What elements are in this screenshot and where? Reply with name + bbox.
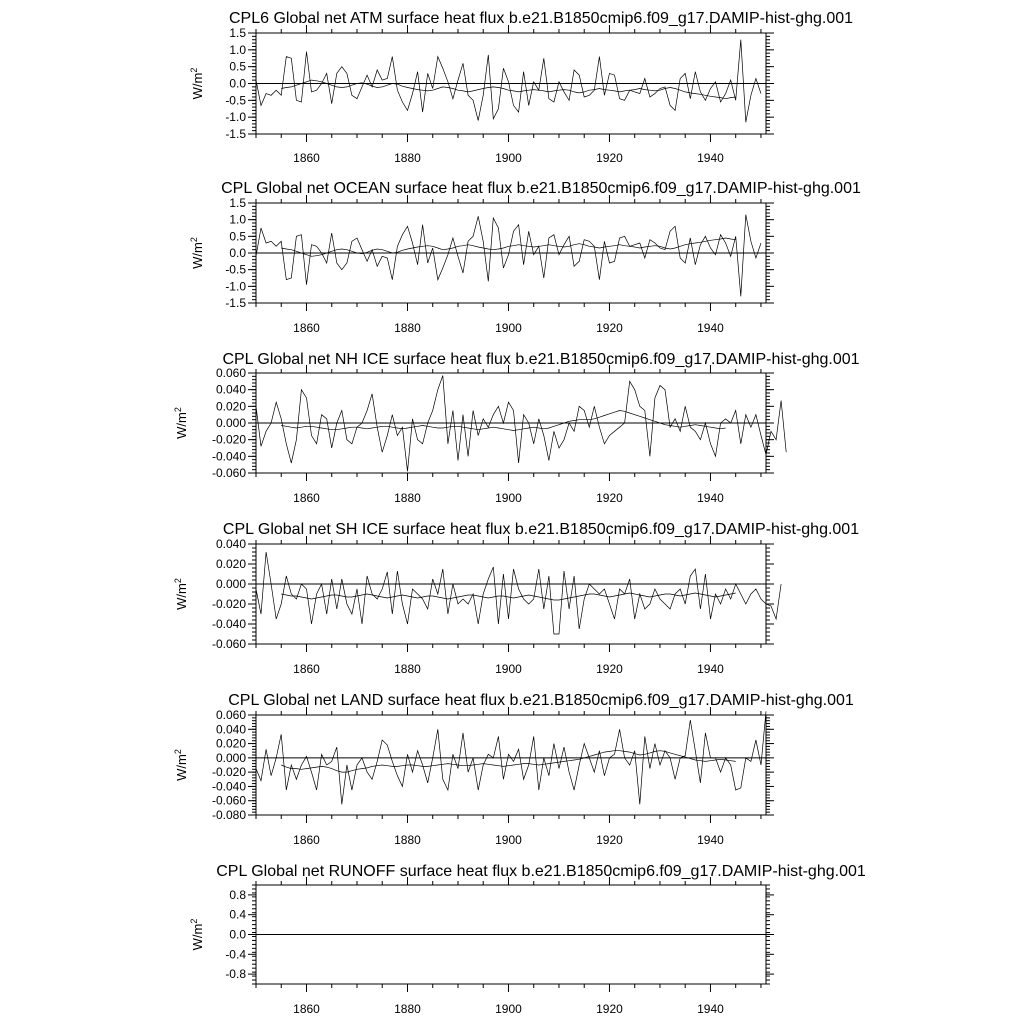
- y-tick-label: 0.0: [229, 927, 246, 942]
- panel-4: [173, 521, 859, 676]
- y-tick-label: -0.8: [225, 967, 246, 982]
- x-tick-label: 1860: [293, 833, 320, 847]
- panel-title: CPL6 Global net ATM surface heat flux b.e21.B1850cmip6.f09_g17.DAMIP-hist-ghg.001: [228, 10, 854, 27]
- y-tick-label: -0.5: [225, 93, 246, 108]
- x-tick-label: 1880: [394, 491, 421, 505]
- x-tick-label: 1940: [697, 491, 724, 505]
- y-tick-label: -0.4: [225, 947, 246, 962]
- y-axis-label-superscript: 2: [189, 918, 199, 924]
- x-tick-label: 1860: [293, 321, 320, 335]
- x-tick-label: 1940: [697, 151, 724, 165]
- y-axis-label: [173, 749, 189, 781]
- y-axis-label-superscript: 2: [189, 67, 199, 73]
- y-axis-label: [173, 578, 189, 610]
- y-tick-label: 0.8: [229, 887, 246, 902]
- x-tick-label: 1920: [596, 1002, 623, 1016]
- panel-title: CPL Global net SH ICE surface heat flux b.e21.B1850cmip6.f09_g17.DAMIP-hist-ghg.001: [222, 521, 860, 538]
- y-axis-label: [189, 919, 205, 951]
- y-tick-label: -1.0: [225, 279, 246, 294]
- panel-title: CPL Global net NH ICE surface heat flux b.e21.B1850cmip6.f09_g17.DAMIP-hist-ghg.001: [222, 351, 860, 368]
- panel-3: [173, 351, 860, 505]
- y-axis-label-superscript: 2: [189, 237, 199, 243]
- panel-6: [189, 863, 866, 1016]
- x-tick-label: 1940: [697, 662, 724, 676]
- y-tick-label: -1.5: [225, 127, 246, 141]
- y-tick-label: -0.060: [211, 793, 246, 808]
- y-tick-label: -0.060: [211, 466, 246, 480]
- y-tick-label: 0.040: [215, 382, 246, 397]
- y-axis-label-base: W/m: [174, 412, 189, 439]
- y-tick-label: 0.060: [215, 366, 246, 380]
- panel-2: [189, 180, 861, 335]
- y-axis-label-base: W/m: [190, 242, 205, 269]
- y-tick-label: 0.000: [215, 577, 246, 591]
- y-tick-label: -0.020: [211, 765, 246, 780]
- y-tick-label: 0.040: [215, 722, 246, 737]
- y-tick-label: -0.5: [225, 262, 246, 277]
- y-axis-label: [173, 407, 189, 439]
- y-tick-label: 1.5: [229, 26, 246, 40]
- y-tick-label: 1.0: [229, 42, 246, 57]
- y-tick-label: -0.040: [211, 617, 246, 631]
- y-tick-label: 0.000: [215, 416, 246, 430]
- y-tick-label: 1.0: [229, 212, 246, 227]
- panel-title: CPL Global net RUNOFF surface heat flux b.e21.B1850cmip6.f09_g17.DAMIP-hist-ghg.001: [216, 863, 866, 880]
- x-tick-label: 1880: [394, 1002, 421, 1016]
- y-axis-label-base: W/m: [174, 754, 189, 781]
- x-tick-label: 1860: [293, 151, 320, 165]
- panel-title: CPL Global net LAND surface heat flux b.e21.B1850cmip6.f09_g17.DAMIP-hist-ghg.001: [228, 692, 854, 709]
- y-tick-label: 0.020: [215, 736, 246, 751]
- y-tick-label: 1.5: [229, 196, 246, 210]
- y-tick-label: 0.5: [229, 229, 246, 244]
- x-tick-label: 1880: [394, 833, 421, 847]
- series-annual-line: [256, 215, 761, 297]
- y-tick-label: -0.040: [211, 779, 246, 794]
- y-tick-label: -0.020: [211, 432, 246, 447]
- y-tick-label: -0.040: [211, 449, 246, 464]
- series-annual-line: [256, 552, 781, 634]
- panel-title: CPL Global net OCEAN surface heat flux b.e21.B1850cmip6.f09_g17.DAMIP-hist-ghg.001: [221, 180, 861, 197]
- x-tick-label: 1940: [697, 833, 724, 847]
- x-tick-label: 1900: [495, 662, 522, 676]
- y-axis-label: [189, 68, 205, 100]
- y-tick-label: 0.060: [215, 708, 246, 722]
- x-tick-label: 1920: [596, 662, 623, 676]
- y-tick-label: 0.040: [215, 537, 246, 551]
- y-tick-label: 0.0: [229, 76, 246, 91]
- y-tick-label: -0.020: [211, 597, 246, 611]
- y-axis-label-base: W/m: [174, 583, 189, 610]
- y-tick-label: 0.5: [229, 59, 246, 74]
- x-tick-label: 1900: [495, 321, 522, 335]
- panel-1: [189, 10, 853, 165]
- x-tick-label: 1880: [394, 662, 421, 676]
- x-tick-label: 1920: [596, 321, 623, 335]
- x-tick-label: 1940: [697, 1002, 724, 1016]
- x-tick-label: 1900: [495, 491, 522, 505]
- x-tick-label: 1940: [697, 321, 724, 335]
- y-tick-label: 0.000: [215, 750, 246, 765]
- x-tick-label: 1900: [495, 1002, 522, 1016]
- y-tick-label: -0.080: [211, 808, 246, 822]
- y-tick-label: 0.020: [215, 399, 246, 414]
- series-smoothed-line: [281, 593, 736, 600]
- panel-5: [173, 692, 854, 847]
- y-tick-label: -0.060: [211, 637, 246, 651]
- x-tick-label: 1860: [293, 491, 320, 505]
- y-axis-label-superscript: 2: [173, 578, 183, 584]
- series-smoothed-line: [281, 411, 725, 431]
- y-tick-label: -1.0: [225, 110, 246, 125]
- x-tick-label: 1860: [293, 662, 320, 676]
- y-axis-label: [189, 237, 205, 269]
- x-tick-label: 1880: [394, 151, 421, 165]
- y-axis-label-superscript: 2: [173, 407, 183, 413]
- x-tick-label: 1920: [596, 833, 623, 847]
- x-tick-label: 1920: [596, 151, 623, 165]
- x-tick-label: 1920: [596, 491, 623, 505]
- y-axis-label-superscript: 2: [173, 749, 183, 755]
- series-annual-line: [256, 40, 761, 123]
- x-tick-label: 1900: [495, 151, 522, 165]
- y-tick-label: -1.5: [225, 296, 246, 310]
- y-axis-label-base: W/m: [190, 72, 205, 100]
- y-axis-label-base: W/m: [190, 923, 205, 951]
- x-tick-label: 1900: [495, 833, 522, 847]
- y-tick-label: 0.020: [215, 557, 246, 571]
- x-tick-label: 1860: [293, 1002, 320, 1016]
- y-tick-label: 0.0: [229, 246, 246, 260]
- y-tick-label: 0.4: [229, 907, 246, 922]
- x-tick-label: 1880: [394, 321, 421, 335]
